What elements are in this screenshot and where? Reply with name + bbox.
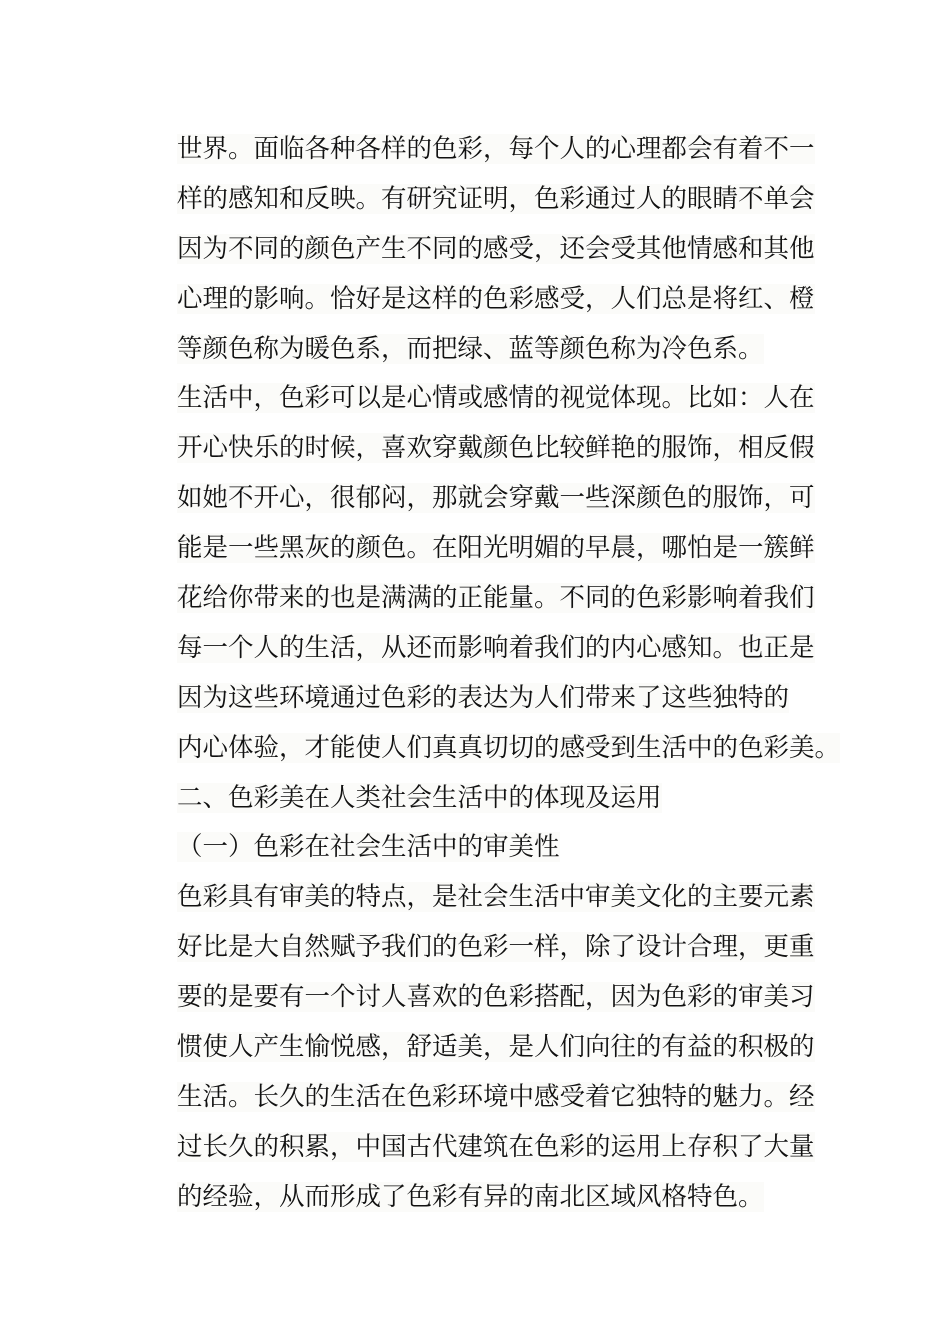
text-line: 好比是大自然赋予我们的色彩一样，除了设计合理，更重 [177,932,815,963]
text-line: 要的是要有一个讨人喜欢的色彩搭配，因为色彩的审美习 [177,982,815,1013]
text-line: 等颜色称为暖色系，而把绿、蓝等颜色称为冷色系。 [177,333,764,364]
text-line: 过长久的积累，中国古代建筑在色彩的运用上存积了大量 [177,1131,815,1162]
text-line: 样的感知和反映。有研究证明，色彩通过人的眼睛不单会 [177,183,815,214]
text-line: 惯使人产生愉悦感，舒适美，是人们向往的有益的积极的 [177,1032,815,1063]
text-line: 内心体验，才能使人们真真切切的感受到生活中的色彩美。 [177,732,841,763]
text-line: 的经验，从而形成了色彩有异的南北区域风格特色。 [177,1181,764,1212]
text-line: 生活中，色彩可以是心情或感情的视觉体现。比如：人在 [177,383,815,414]
document-text [177,125,841,1223]
section-heading: 二、色彩美在人类社会生活中的体现及运用 [177,782,662,813]
text-line: 花给你带来的也是满满的正能量。不同的色彩影响着我们 [177,583,815,614]
text-line: 心理的影响。恰好是这样的色彩感受，人们总是将红、橙 [177,283,815,314]
text-line: 因为不同的颜色产生不同的感受，还会受其他情感和其他 [177,233,815,264]
text-line: 开心快乐的时候，喜欢穿戴颜色比较鲜艳的服饰，相反假 [177,433,815,464]
text-line: 因为这些环境通过色彩的表达为人们带来了这些独特的 [177,682,790,713]
text-line: 色彩具有审美的特点，是社会生活中审美文化的主要元素 [177,882,815,913]
text-line: 世界。面临各种各样的色彩，每个人的心理都会有着不一 [177,134,815,164]
text-line: 每一个人的生活，从还而影响着我们的内心感知。也正是 [177,632,815,663]
text-line: 生活。长久的生活在色彩环境中感受着它独特的魅力。经 [177,1081,815,1112]
text-line: 能是一些黑灰的颜色。在阳光明媚的早晨，哪怕是一簇鲜 [177,533,815,564]
subsection-heading: （一）色彩在社会生活中的审美性 [177,832,560,863]
text-line: 如她不开心，很郁闷，那就会穿戴一些深颜色的服饰，可 [177,483,815,514]
